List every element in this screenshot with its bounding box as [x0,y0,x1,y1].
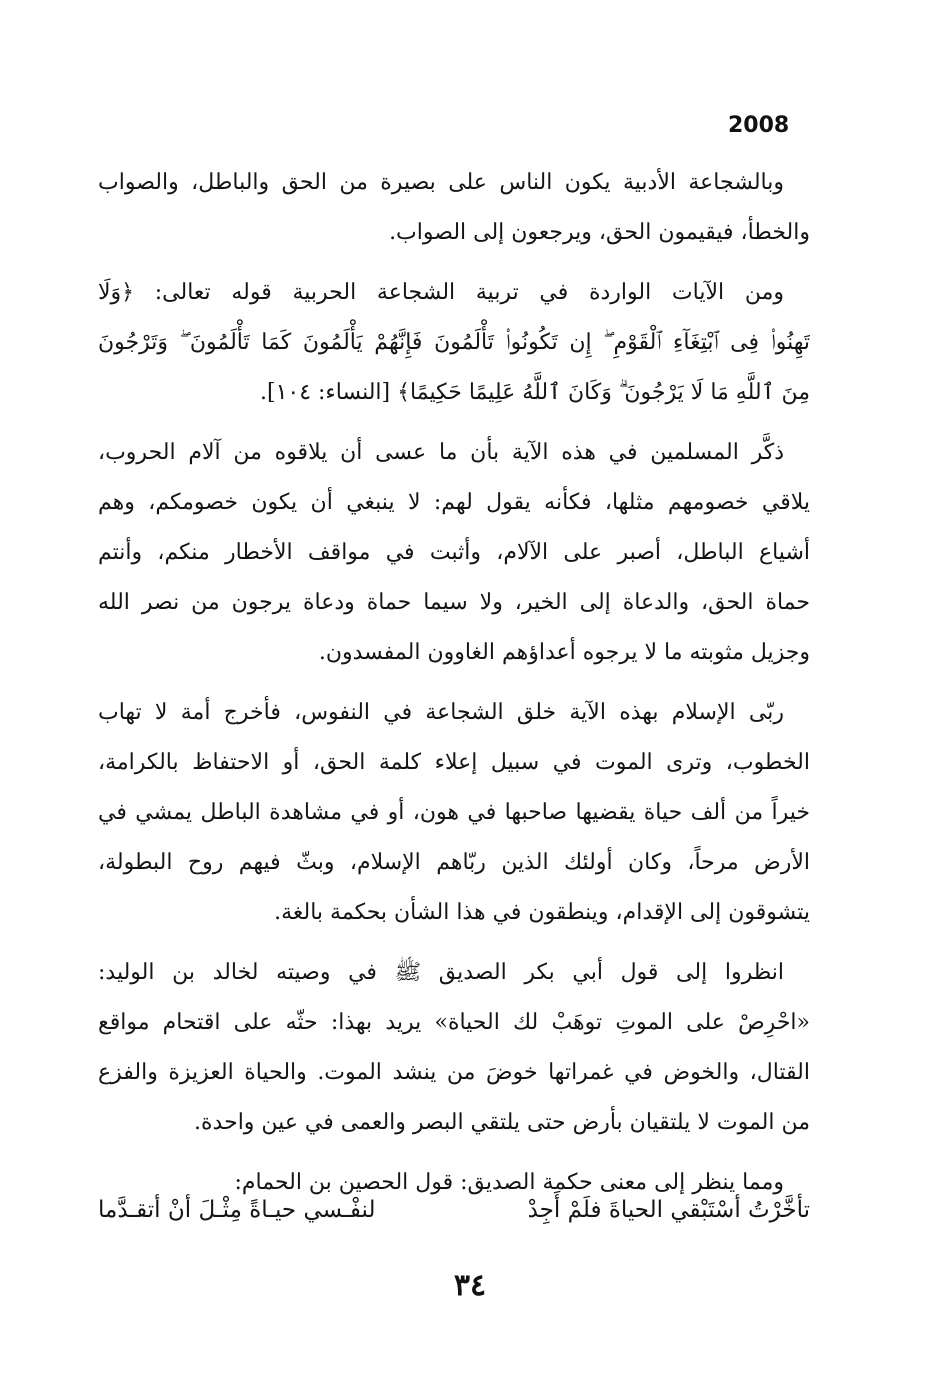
paragraph-islam-courage [98,688,810,938]
text-line: القتال، والخوض في غمراتها خوضَ من ينشد الموت. والحياة العزيزة والفزع [98,1060,810,1085]
text-line: والخطأ، فيقيمون الحق، ويرجعون إلى الصواب. [389,220,810,245]
text-line: انظروا إلى قول أبي بكر الصديق ﷺ في وصيته لخالد بن الوليد: [98,960,784,985]
paragraph-courage-literary [98,158,810,258]
text-line: وجزيل مثوبته ما لا يرجوه أعداؤهم الغاوون المفسدون. [318,640,810,665]
paragraph-quran-verse [98,268,810,418]
text-line: ذكَّر المسلمين في هذه الآية بأن ما عسى أن يلاقوه من آلام الحروب، [98,440,784,465]
page-number: ٣٤ [453,1268,487,1303]
text-line: ومما ينظر إلى معنى حكمة الصديق: قول الحصين بن الحمام: [234,1170,784,1195]
paragraph-abu-bakr-advice [98,948,810,1148]
text-line: ومن الآيات الواردة في تربية الشجاعة الحربية قوله تعالى: ﴿وَلَا [98,280,784,305]
quran-text-line: تَهِنُوا۟ فِى ٱبْتِغَآءِ ٱلْقَوْمِ ۖ إِن تَكُونُوا۟ تَأْلَمُونَ فَإِنَّهُمْ يَأْلَمُونَ كَمَا تَأْلَمُونَ ۖ وَتَرْجُونَ [98,330,810,355]
verse-second-hemistich: لنفْـسي حيـاةً مِثْـلَ أنْ أتقـدَّما [98,1197,376,1223]
header-number: 2008 [728,113,790,138]
poem-verse [98,1184,810,1236]
text-line: يتشوقون إلى الإقدام، وينطقون في هذا الشأن بحكمة بالغة. [274,900,810,925]
text-line: حماة الحق، والدعاة إلى الخير، ولا سيما حماة ودعاة يرجون من نصر الله [98,590,810,615]
text-line: الأرض مرحاً، وكان أولئك الذين ربّاهم الإسلام، وبثّ فيهم روح البطولة، [98,850,810,875]
body-text [98,158,810,1208]
text-line: من الموت لا يلتقيان بأرض حتى يلتقي البصر والعمى في عين واحدة. [194,1110,810,1135]
text-line: «احْرِصْ على الموتِ توهَبْ لك الحياة» يريد بهذا: حثّه على اقتحام مواقع [98,1010,810,1035]
text-line: خيراً من ألف حياة يقضيها صاحبها في هون، أو في مشاهدة الباطل يمشي في [98,800,810,825]
verse-first-hemistich: تأخَّرْتُ أسْتَبْقي الحياةَ فلَمْ أَجِدْ [527,1197,810,1223]
text-line: يلاقي خصومهم مثلها، فكأنه يقول لهم: لا ينبغي أن يكون خصومكم، وهم [98,490,810,515]
quran-text-line: مِنَ ٱللَّهِ مَا لَا يَرْجُونَ ۗ وَكَانَ ٱللَّهُ عَلِيمًا حَكِيمًا﴾ [النساء: ١٠٤]. [259,380,810,405]
text-line: الخطوب، وترى الموت في سبيل إعلاء كلمة الحق، أو الاحتفاظ بالكرامة، [98,750,810,775]
text-line: أشياع الباطل، أصبر على الآلام، وأثبت في مواقف الأخطار منكم، وأنتم [98,540,810,565]
text-line: وبالشجاعة الأدبية يكون الناس على بصيرة من الحق والباطل، والصواب [98,170,784,195]
text-line: ربّى الإسلام بهذه الآية خلق الشجاعة في النفوس، فأخرج أمة لا تهاب [98,700,784,725]
paragraph-explanation [98,428,810,678]
